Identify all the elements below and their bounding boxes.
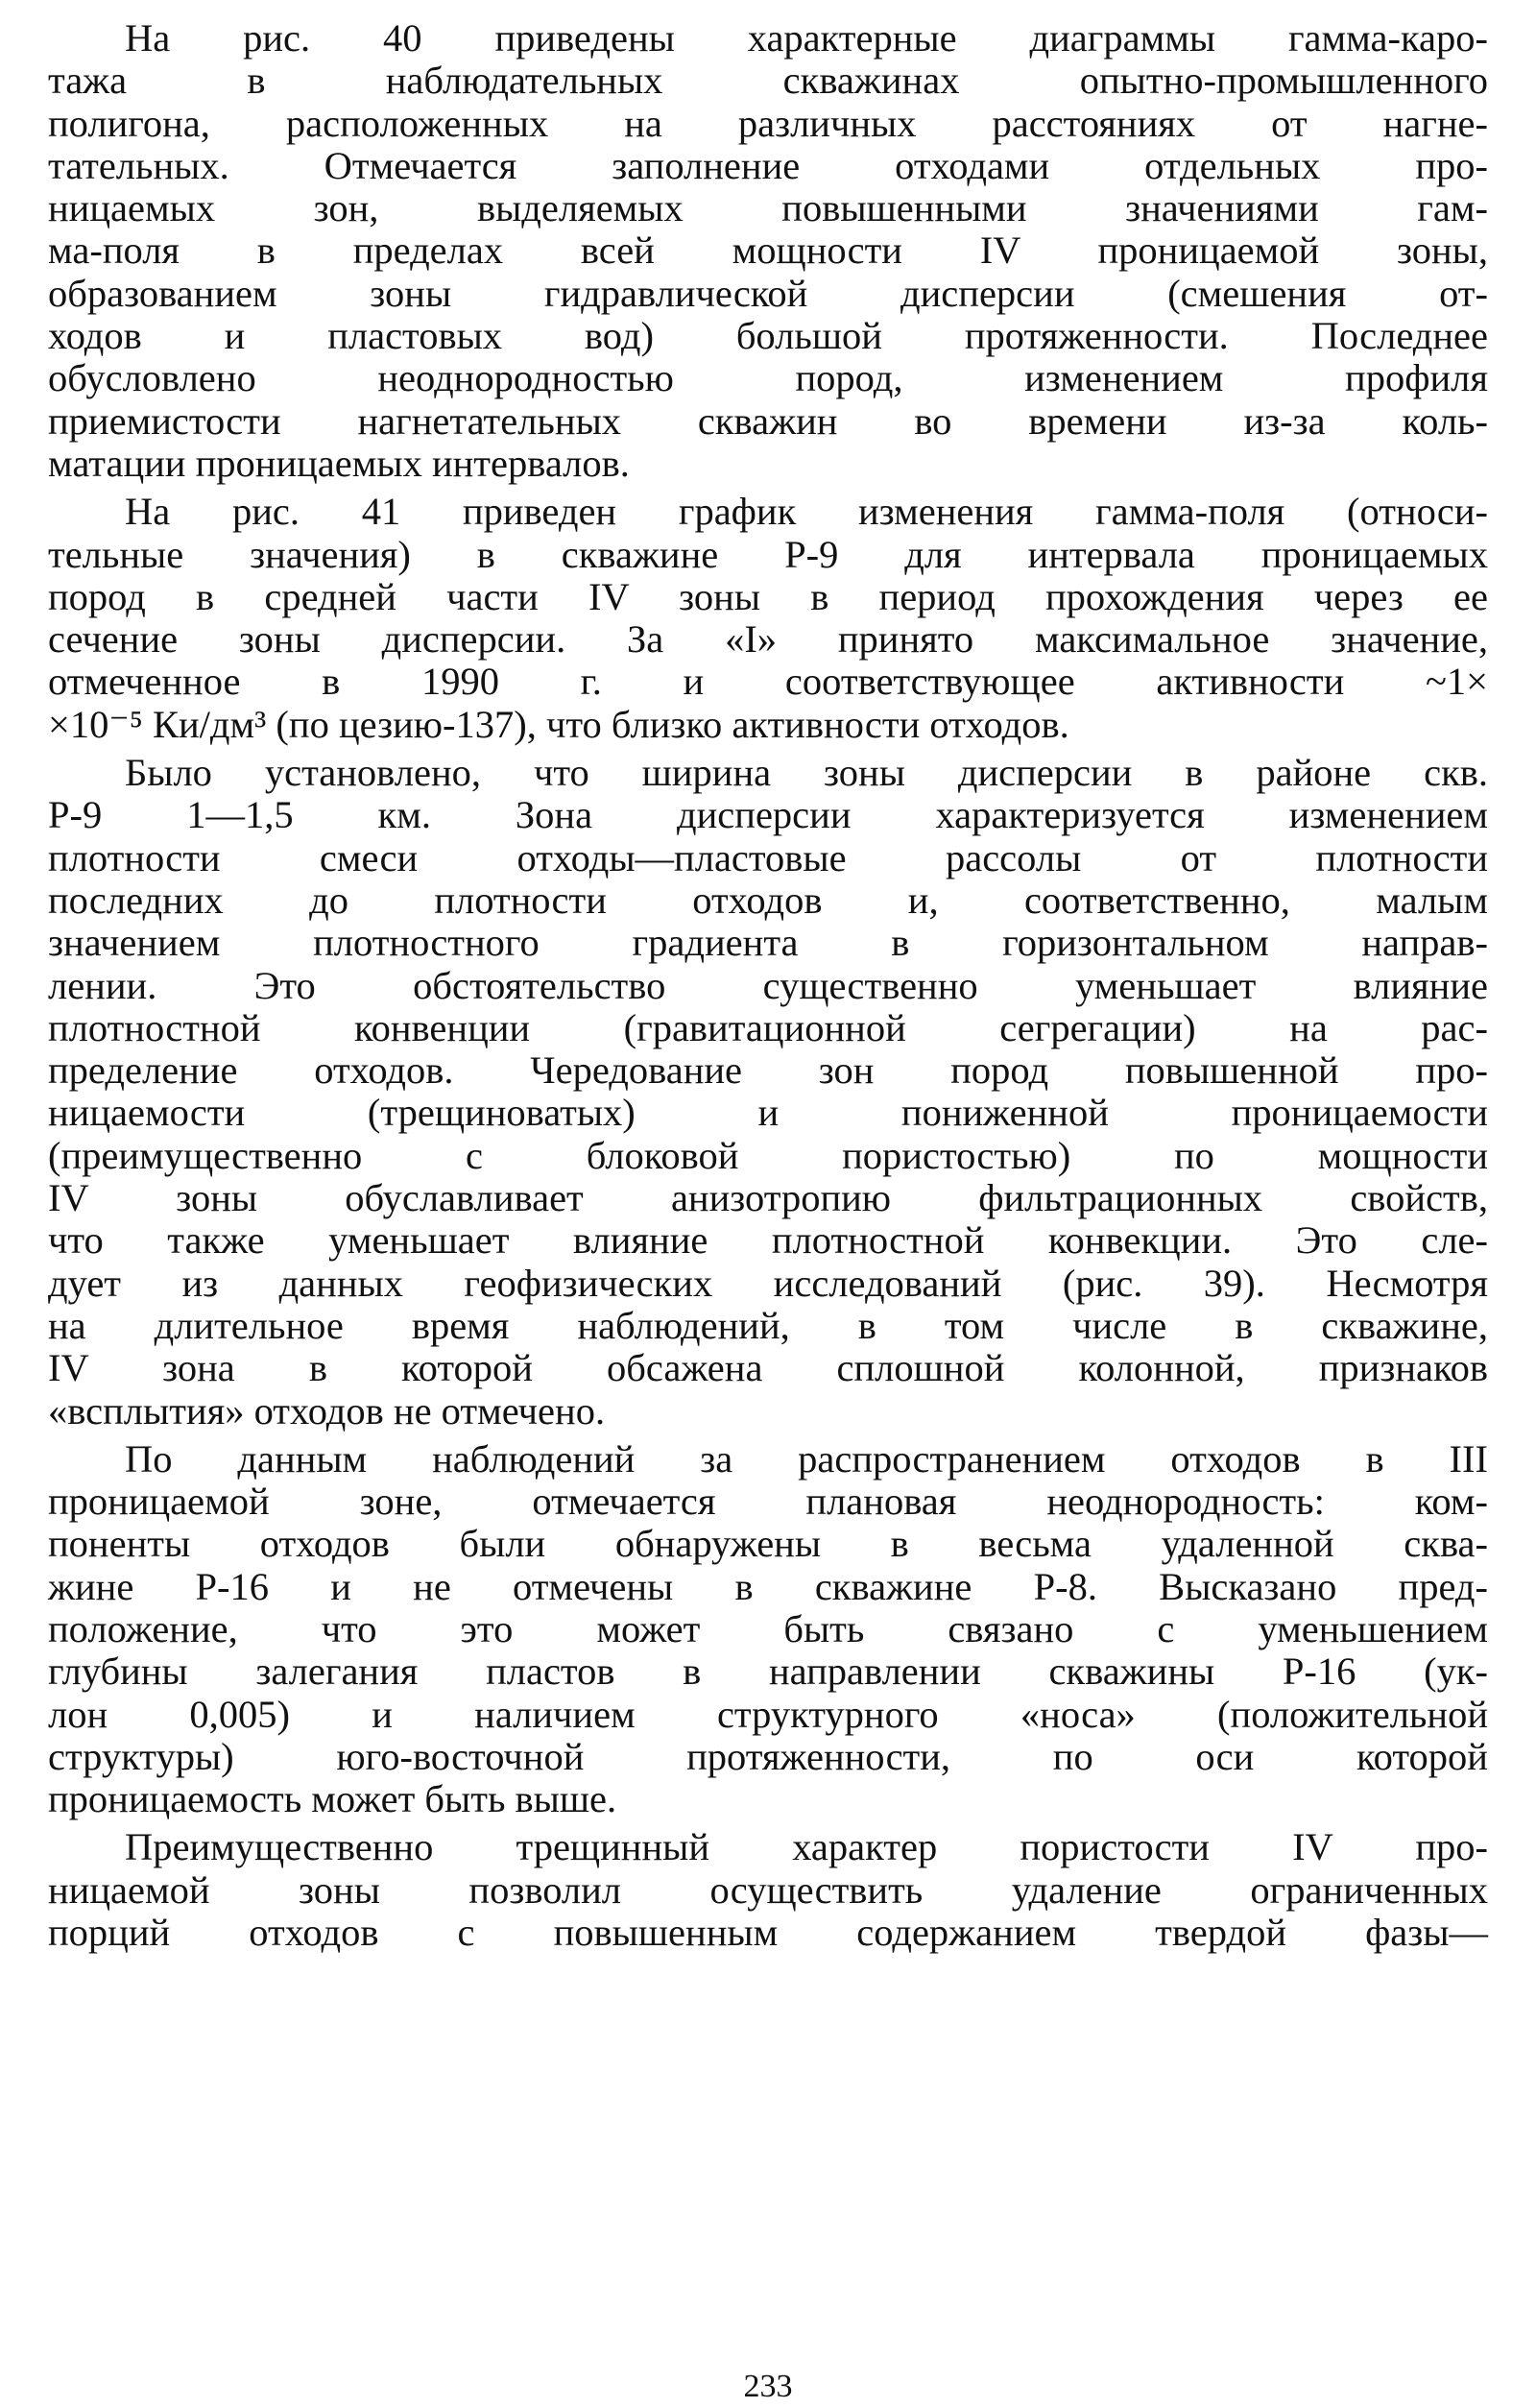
text-line: На рис. 40 приведены характерные диаграммы гамма-каро- [125,16,1488,60]
text-line: глубины залегания пластов в направлении скважины Р-16 (ук- [48,1649,1488,1694]
text-line: ницаемой зоны позволил осуществить удаление ограниченных [48,1867,1488,1912]
text-line: последних до плотности отходов и, соответственно, малым [48,878,1488,922]
text-body [48,17,1488,1954]
text-line: приемистости нагнетательных скважин во времени из-за коль- [48,398,1488,443]
text-line: поненты отходов были обнаружены в весьма удаленной сква- [48,1522,1488,1566]
text-line: обусловлено неоднородностью пород, изменением профиля [48,356,1488,400]
text-line: Было установлено, что ширина зоны дисперсии в районе скв. [125,751,1488,795]
text-line: проницаемой зоне, отмечается плановая неоднородность: ком- [48,1480,1488,1524]
text-line: образованием зоны гидравлической дисперсии (смешения от- [48,271,1488,315]
text-line: что также уменьшает влияние плотностной конвекции. Это сле- [48,1218,1488,1263]
text-line: матации проницаемых интервалов. [48,441,630,485]
text-line: «всплытия» отходов не отмечено. [48,1388,606,1433]
text-line: ходов и пластовых вод) большой протяженности. Последнее [48,314,1488,358]
text-line: структуры) юго-восточной протяженности, по оси которой [48,1734,1488,1778]
paragraph [48,1438,1488,1821]
text-line: IV зона в которой обсажена сплошной колонной, признаков [48,1346,1488,1390]
text-line: на длительное время наблюдений, в том числе в скважине, [48,1303,1488,1347]
text-line: IV зоны обуславливает анизотропию фильтрационных свойств, [48,1176,1488,1220]
paragraph [48,752,1488,1433]
text-line: тажа в наблюдательных скважинах опытно-промышленного [48,59,1488,103]
text-line: пород в средней части IV зоны в период прохождения через ее [48,574,1488,618]
text-line: пределение отходов. Чередование зон пород повышенной про- [48,1048,1488,1093]
text-line: положение, что это может быть связано с уменьшением [48,1606,1488,1650]
text-line: Р-9 1—1,5 км. Зона дисперсии характеризуется изменением [48,793,1488,837]
text-line: ницаемости (трещиноватых) и пониженной проницаемости [48,1091,1488,1135]
text-line: ма-поля в пределах всей мощности IV проницаемой зоны, [48,229,1488,273]
text-line: жине Р-16 и не отмечены в скважине Р-8. Высказано пред- [48,1564,1488,1608]
page-number: 233 [743,2369,793,2404]
paragraph [48,491,1488,746]
text-line: тельные значения) в скважине Р-9 для интервала проницаемых [48,532,1488,576]
text-line: сечение зоны дисперсии. За «I» принято максимальное значение, [48,617,1488,662]
text-line: порций отходов с повышенным содержанием твердой фазы— [48,1911,1488,1955]
paragraph [48,1826,1488,1954]
document-page [48,16,1488,2404]
text-line: По данным наблюдений за распространением отходов в III [125,1436,1488,1481]
text-line: тательных. Отмечается заполнение отходами отдельных про- [48,143,1488,187]
text-line: проницаемость может быть выше. [48,1777,617,1821]
text-line: ницаемых зон, выделяемых повышенными значениями гам- [48,186,1488,230]
text-line: На рис. 41 приведен график изменения гамма-поля (относи- [125,490,1488,534]
text-line: плотности смеси отходы—пластовые рассолы от плотности [48,835,1488,879]
text-line: (преимущественно с блоковой пористостью) по мощности [48,1133,1488,1177]
text-line: полигона, расположенных на различных расстояниях от нагне- [48,101,1488,145]
text-line: значением плотностного градиента в горизонтальном направ- [48,921,1488,965]
text-line: ×10⁻⁵ Ки/дм³ (по цезию-137), что близко активности отходов. [48,702,1069,746]
text-line: дует из данных геофизических исследований (рис. 39). Несмотря [48,1261,1488,1305]
text-line: лении. Это обстоятельство существенно уменьшает влияние [48,963,1488,1007]
text-line: отмеченное в 1990 г. и соответствующее активности ~1× [48,660,1488,704]
text-line: лон 0,005) и наличием структурного «носа» (положительной [48,1692,1488,1736]
text-line: плотностной конвенции (гравитационной сегрегации) на рас- [48,1005,1488,1049]
paragraph [48,17,1488,485]
text-line: Преимущественно трещинный характер пористости IV про- [125,1825,1488,1869]
